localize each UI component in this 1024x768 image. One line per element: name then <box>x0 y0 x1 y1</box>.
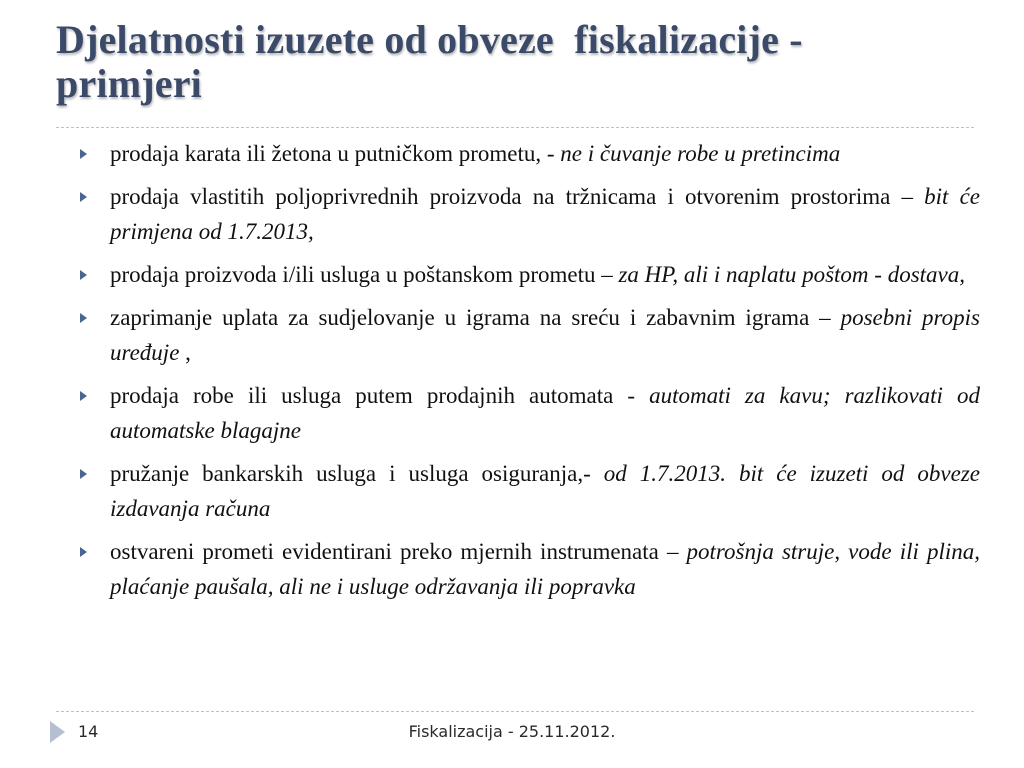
bullet-item <box>76 136 980 171</box>
triangle-bullet-icon <box>80 192 87 202</box>
bullet-text: ostvareni prometi evidentirani preko mjernih instrumenata – <box>110 539 687 564</box>
slide-title: Djelatnosti izuzete od obveze fiskalizacije - primjeri <box>56 17 813 106</box>
bullet-note: potrošnja struje, vode ili plina, plaćanje paušala, ali ne i usluge održavanja ili popravka <box>110 539 980 599</box>
bullet-text: pružanje bankarskih usluga i usluga osiguranja,- <box>110 461 604 486</box>
bullet-note: ne i čuvanje robe u pretincima <box>560 141 841 166</box>
bullet-note: od 1.7.2013. bit će izuzeti od obveze izdavanja računa <box>110 461 980 521</box>
bullet-text: prodaja karata ili žetona u putničkom prometu, - <box>110 141 561 166</box>
bullet-list <box>76 136 980 612</box>
bullet-note: automati za kavu; razlikovati od automatske blagajne <box>110 383 980 443</box>
bullet-suffix: , <box>179 340 191 365</box>
bullet-item <box>76 378 980 448</box>
bullet-note: za HP, ali i naplatu poštom - dostava, <box>618 262 965 287</box>
footer-text: Fiskalizacija - 25.11.2012. <box>408 722 616 741</box>
triangle-bullet-icon <box>80 149 87 159</box>
page-number: 14 <box>78 722 99 741</box>
bullet-text: prodaja vlastitih poljoprivrednih proizvoda na tržnicama i otvorenim prostorima – <box>110 184 925 209</box>
triangle-bullet-icon <box>80 547 87 557</box>
bullet-note: bit će primjena od 1.7.2013, <box>110 184 980 244</box>
bullet-item <box>76 534 980 604</box>
triangle-bullet-icon <box>80 469 87 479</box>
bullet-item <box>76 300 980 370</box>
triangle-bullet-icon <box>80 391 87 401</box>
bullet-item <box>76 179 980 249</box>
triangle-bullet-icon <box>80 313 87 323</box>
bullet-item <box>76 456 980 526</box>
bullet-text: prodaja proizvoda i/ili usluga u poštanskom prometu – <box>110 262 619 287</box>
title-divider <box>56 127 974 128</box>
bullet-item <box>76 257 980 292</box>
bullet-text: zaprimanje uplata za sudjelovanje u igrama na sreću i zabavnim igrama – <box>110 305 841 330</box>
triangle-bullet-icon <box>80 270 87 280</box>
bullet-text: prodaja robe ili usluga putem prodajnih automata - <box>110 383 650 408</box>
bullet-note: posebni propis uređuje <box>110 305 980 365</box>
footer-divider <box>56 711 974 712</box>
